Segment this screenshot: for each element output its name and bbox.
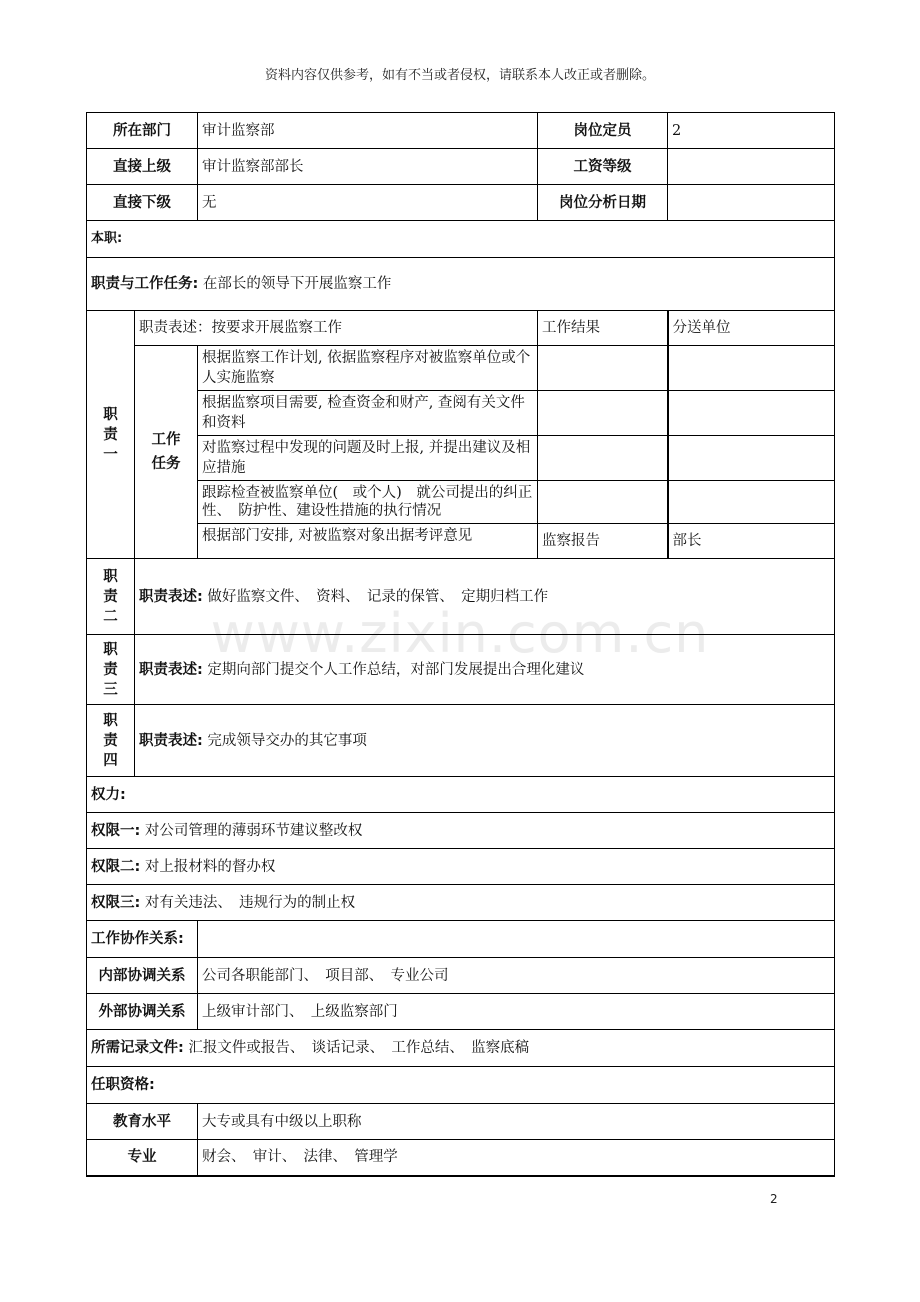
duty1-label-char: 职 <box>103 406 118 423</box>
task-item: 跟踪检查被监察单位( 或个人) 就公司提出的纠正性、 防护性、建设性措施的执行情况 <box>198 481 538 524</box>
duty3-label-char: 三 <box>103 681 118 698</box>
task-result <box>538 481 668 524</box>
task-result <box>538 346 668 391</box>
duty2-desc: 做好监察文件、 资料、 记录的保管、 定期归档工作 <box>207 588 549 605</box>
task-result <box>538 436 668 481</box>
quota-label: 岗位定员 <box>538 113 668 149</box>
power-item-value: 对有关违法、 违规行为的制止权 <box>144 894 356 911</box>
external-value: 上级审计部门、 上级监察部门 <box>198 994 835 1030</box>
duty4-label <box>87 705 135 777</box>
task-dest: 部长 <box>668 524 835 559</box>
power-item-value: 对公司管理的薄弱环节建议整改权 <box>144 822 363 839</box>
power-item <box>87 813 835 849</box>
duty1-label <box>87 311 135 559</box>
duty-label: 本职: <box>87 221 835 258</box>
duty4-label-char: 职 <box>103 712 118 729</box>
duty3-desc-cell <box>135 635 835 705</box>
result-header: 工作结果 <box>538 311 668 346</box>
duty3-label <box>87 635 135 705</box>
internal-label: 内部协调关系 <box>87 958 198 994</box>
power-item <box>87 885 835 921</box>
duty4-desc-cell <box>135 705 835 777</box>
duty2-label-char: 责 <box>103 588 118 605</box>
duty2-label-char: 二 <box>103 608 118 625</box>
task-item: 根据部门安排, 对被监察对象出据考评意见 <box>198 524 538 559</box>
duty3-desc-label: 职责表述: <box>139 661 203 678</box>
dept-value: 审计监察部 <box>198 113 538 149</box>
task-result: 监察报告 <box>538 524 668 559</box>
power-label: 权力: <box>87 777 835 813</box>
grade-value <box>668 149 835 185</box>
subordinate-value: 无 <box>198 185 538 221</box>
subordinate-label: 直接下级 <box>87 185 198 221</box>
power-item-label: 权限一: <box>91 822 141 839</box>
task-dest <box>668 346 835 391</box>
duty2-desc-cell <box>135 559 835 635</box>
page-number: 2 <box>770 1192 778 1206</box>
task-label <box>135 346 198 559</box>
analysis-date-label: 岗位分析日期 <box>538 185 668 221</box>
duty3-label-char: 责 <box>103 661 118 678</box>
duty2-label-char: 职 <box>103 568 118 585</box>
duty3-desc: 定期向部门提交个人工作总结，对部门发展提出合理化建议 <box>207 661 585 678</box>
quota-value: 2 <box>668 113 835 149</box>
duty2-label <box>87 559 135 635</box>
duty3-label-char: 职 <box>103 641 118 658</box>
duty1-label-char: 一 <box>103 446 118 463</box>
responsibility-label: 职责与工作任务: <box>91 276 199 292</box>
external-label: 外部协调关系 <box>87 994 198 1030</box>
responsibility-row <box>87 258 835 311</box>
power-item <box>87 849 835 885</box>
header-disclaimer: 资料内容仅供参考，如有不当或者侵权，请联系本人改正或者删除。 <box>264 68 655 83</box>
education-label: 教育水平 <box>87 1104 198 1140</box>
records-value: 汇报文件或报告、 谈话记录、 工作总结、 监察底稿 <box>188 1040 530 1056</box>
duty4-label-char: 四 <box>103 752 118 769</box>
superior-label: 直接上级 <box>87 149 198 185</box>
internal-value: 公司各职能部门、 项目部、 专业公司 <box>198 958 835 994</box>
duty2-desc-label: 职责表述: <box>139 588 203 605</box>
job-description-table <box>86 112 835 1177</box>
major-value: 财会、 审计、 法律、 管理学 <box>198 1140 835 1176</box>
grade-label: 工资等级 <box>538 149 668 185</box>
records-label: 所需记录文件: <box>91 1040 184 1056</box>
cooperation-label: 工作协作关系: <box>87 921 198 958</box>
power-item-value: 对上报材料的督办权 <box>144 858 276 875</box>
qualification-label: 任职资格: <box>87 1067 835 1104</box>
task-dest <box>668 391 835 436</box>
analysis-date-value <box>668 185 835 221</box>
power-item-label: 权限二: <box>91 858 141 875</box>
watermark: www.zixin.com.cn <box>210 602 710 665</box>
duty4-desc: 完成领导交办的其它事项 <box>207 732 367 749</box>
power-item-label: 权限三: <box>91 894 141 911</box>
task-item: 根据监察项目需要, 检查资金和财产, 查阅有关文件和资料 <box>198 391 538 436</box>
records-row <box>87 1030 835 1067</box>
task-dest <box>668 436 835 481</box>
superior-value: 审计监察部部长 <box>198 149 538 185</box>
major-label: 专业 <box>87 1140 198 1176</box>
duty1-desc: 职责表述：按要求开展监察工作 <box>135 311 538 346</box>
duty4-label-char: 责 <box>103 732 118 749</box>
task-item: 对监察过程中发现的问题及时上报, 并提出建议及相应措施 <box>198 436 538 481</box>
duty1-label-char: 责 <box>103 426 118 443</box>
task-item: 根据监察工作计划, 依据监察程序对被监察单位或个人实施监察 <box>198 346 538 391</box>
cooperation-blank <box>198 921 835 958</box>
education-value: 大专或具有中级以上职称 <box>198 1104 835 1140</box>
task-result <box>538 391 668 436</box>
task-label-line: 任务 <box>151 456 181 472</box>
dept-label: 所在部门 <box>87 113 198 149</box>
task-dest <box>668 481 835 524</box>
duty4-desc-label: 职责表述: <box>139 732 203 749</box>
task-label-line: 工作 <box>151 432 181 448</box>
responsibility-value: 在部长的领导下开展监察工作 <box>202 276 392 292</box>
dest-header: 分送单位 <box>668 311 835 346</box>
